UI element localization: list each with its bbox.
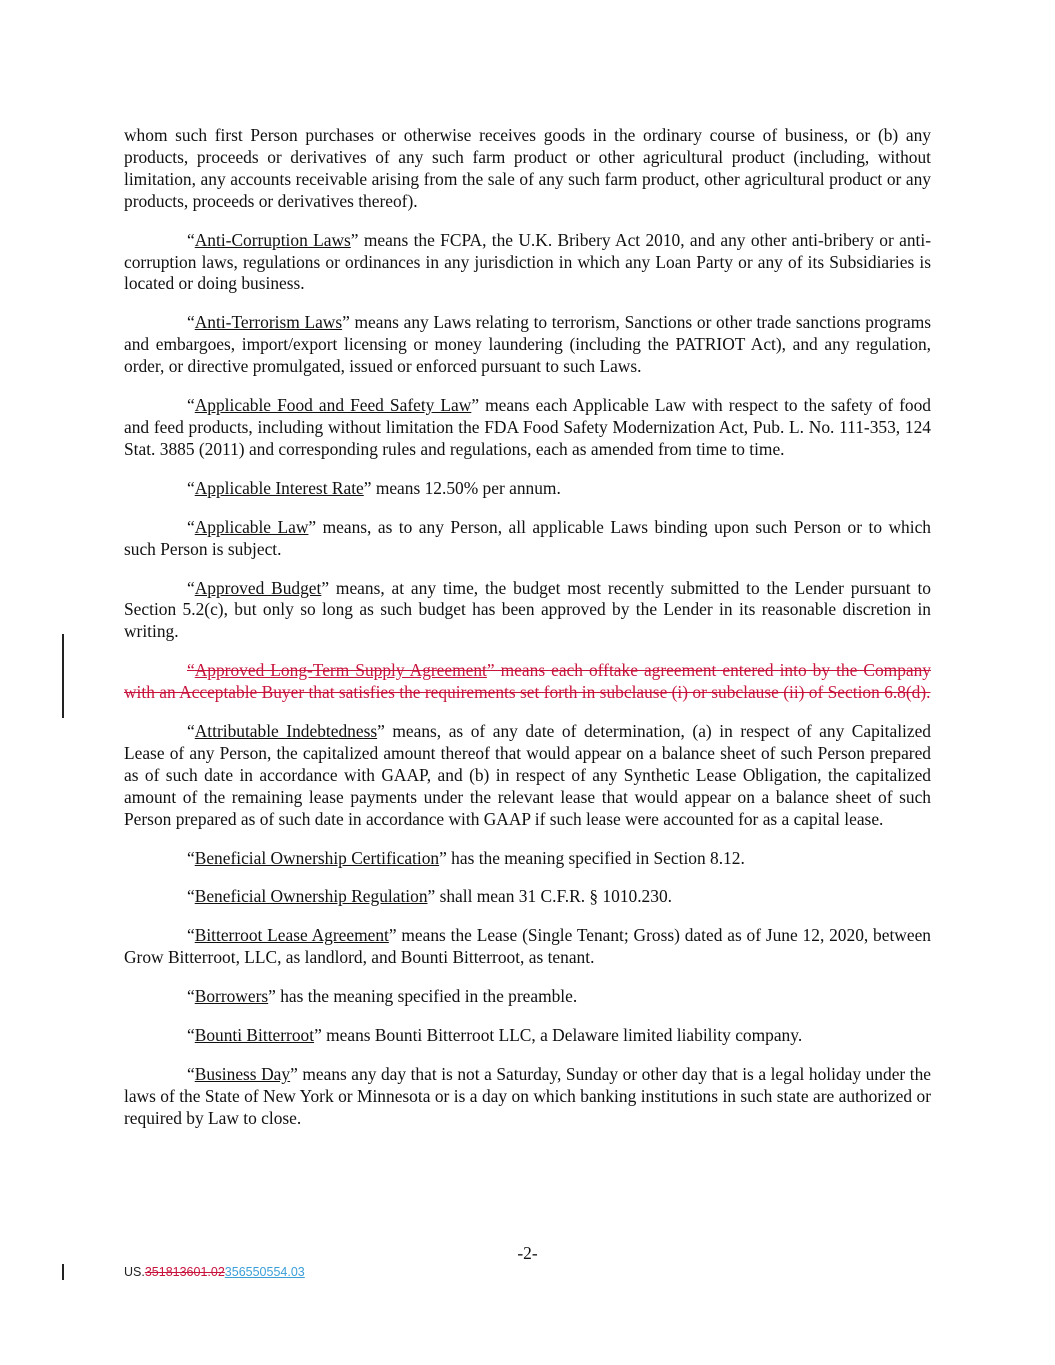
open-quote: “ (187, 721, 195, 742)
definition-text: ” means the Lease (Single Tenant; Gross) dated as of June 12, 2020, between Grow Bitterroot, LLC, as landlord, and Bounti Bitterroot, as tenant. (124, 925, 931, 968)
paragraph-continuation (124, 125, 931, 213)
open-quote: “ (187, 1064, 195, 1084)
open-quote: “ (187, 847, 195, 868)
defined-term: Anti-Corruption Laws (194, 229, 351, 250)
definition-text: ” has the meaning specified in Section 8.12. (439, 847, 745, 868)
open-quote: “ (187, 477, 195, 498)
open-quote: “ (187, 516, 195, 537)
definition-text: ” means the FCPA, the U.K. Bribery Act 2010, and any other anti-bribery or anti-corruption laws, regulations or ordinances in any jurisdiction in which any Loan Party or any of its Subsidiaries is located or doing business. (124, 229, 932, 294)
definition-text: ” means, as to any Person, all applicable Laws binding upon such Person or to which such Person is subject. (124, 516, 931, 559)
defined-term: Borrowers (194, 986, 269, 1007)
definition-attributable-indebtedness (124, 721, 931, 831)
open-quote: “ (187, 395, 195, 416)
defined-term: Applicable Food and Feed Safety Law (194, 395, 472, 416)
defined-term: Approved Long-Term Supply Agreement (194, 660, 487, 681)
definition-text: ” means any Laws relating to terrorism, Sanctions or other trade sanctions programs and embargoes, import/export licensing or money laundering (including the PATRIOT Act), and any regulation, order, or directive promulgated, issued or enforced pursuant to such Laws. (124, 312, 931, 377)
definition-beneficial-ownership-regulation (124, 886, 931, 908)
defined-term: Approved Budget (194, 577, 322, 598)
document-body (124, 125, 931, 1147)
definition-text: ” means each Applicable Law with respect to the safety of food and feed products, including without limitation the FDA Food Safety Modernization Act, Pub. L. No. 111-353, 124 Stat. 3885 (2011) and corresponding rules and regulations, each as amended from time to time. (124, 395, 931, 459)
defined-term: Applicable Law (194, 516, 309, 537)
defined-term: Applicable Interest Rate (194, 477, 364, 498)
document-id (124, 1265, 305, 1279)
definition-text: ” means, as of any date of determination, (a) in respect of any Capitalized Lease of any Person, the capitalized amount thereof that would appear on a balance sheet of such Person prepared as of such date in accordance with GAAP, and (b) in respect of any Synthetic Lease Obligation, the capitalized amount of the remaining lease payments under the relevant lease that would appear on a balance sheet of such Person prepared as of such date in accordance with GAAP if such lease were accounted for as a capital lease. (124, 721, 931, 829)
definition-applicable-food-feed-safety-law (124, 395, 931, 461)
definition-text: ” means any day that is not a Saturday, Sunday or other day that is a legal holiday under the laws of the State of New York or Minnesota or is a day on which banking institutions in such state are authorized or required by Law to close. (124, 1064, 931, 1128)
definition-borrowers (124, 986, 931, 1008)
open-quote: “ (187, 660, 195, 681)
definition-text: ” means Bounti Bitterroot LLC, a Delaware limited liability company. (314, 1025, 803, 1046)
open-quote: “ (187, 577, 195, 598)
definition-bounti-bitterroot (124, 1025, 931, 1047)
definition-text: ” means each offtake agreement entered into by the Company with an Acceptable Buyer that satisfies the requirements set forth in subclause (i) or subclause (ii) of Section 6.8(d). (124, 660, 931, 703)
definition-anti-corruption-laws (124, 230, 931, 296)
open-quote: “ (187, 925, 195, 946)
defined-term: Anti-Terrorism Laws (194, 312, 343, 333)
page-number: -2- (517, 1243, 538, 1263)
definition-anti-terrorism-laws (124, 312, 931, 378)
definition-applicable-interest-rate (124, 478, 931, 500)
open-quote: “ (187, 1025, 195, 1046)
definition-business-day (124, 1064, 931, 1130)
definition-beneficial-ownership-certification (124, 848, 931, 870)
open-quote: “ (187, 229, 195, 250)
definition-bitterroot-lease-agreement (124, 925, 931, 969)
definition-approved-budget (124, 578, 931, 644)
defined-term: Bounti Bitterroot (194, 1025, 315, 1046)
change-bar (62, 634, 64, 718)
docid-prefix: US. (124, 1265, 145, 1279)
defined-term: Attributable Indebtedness (194, 721, 378, 742)
definition-text: ” means 12.50% per annum. (363, 477, 561, 498)
definition-text: ” shall mean 31 C.F.R. § 1010.230. (427, 886, 672, 907)
docid-deleted: 351813601.02 (144, 1265, 225, 1279)
defined-term: Business Day (194, 1064, 291, 1084)
change-bar (62, 1264, 64, 1280)
defined-term: Beneficial Ownership Certification (194, 847, 440, 868)
defined-term: Beneficial Ownership Regulation (194, 886, 428, 907)
docid-inserted: 356550554.03 (224, 1265, 305, 1279)
definition-text: ” means, at any time, the budget most recently submitted to the Lender pursuant to Section 5.2(c), but only so long as such budget has been approved by the Lender in its reasonable discretion in writing. (124, 577, 931, 642)
open-quote: “ (187, 886, 195, 907)
open-quote: “ (187, 986, 195, 1007)
definition-applicable-law (124, 517, 931, 561)
open-quote: “ (187, 312, 195, 333)
defined-term: Bitterroot Lease Agreement (194, 925, 389, 946)
definition-text: ” has the meaning specified in the preamble. (268, 986, 578, 1007)
definition-approved-long-term-supply-agreement-deleted (124, 660, 931, 704)
paragraph-text: whom such first Person purchases or otherwise receives goods in the ordinary course of business, or (b) any products, proceeds or derivatives of any such farm product or other agricultural product (including, without limitation, any accounts receivable arising from the sale of any such farm product, other agricultural product or any products, proceeds or derivatives thereof). (124, 125, 931, 211)
